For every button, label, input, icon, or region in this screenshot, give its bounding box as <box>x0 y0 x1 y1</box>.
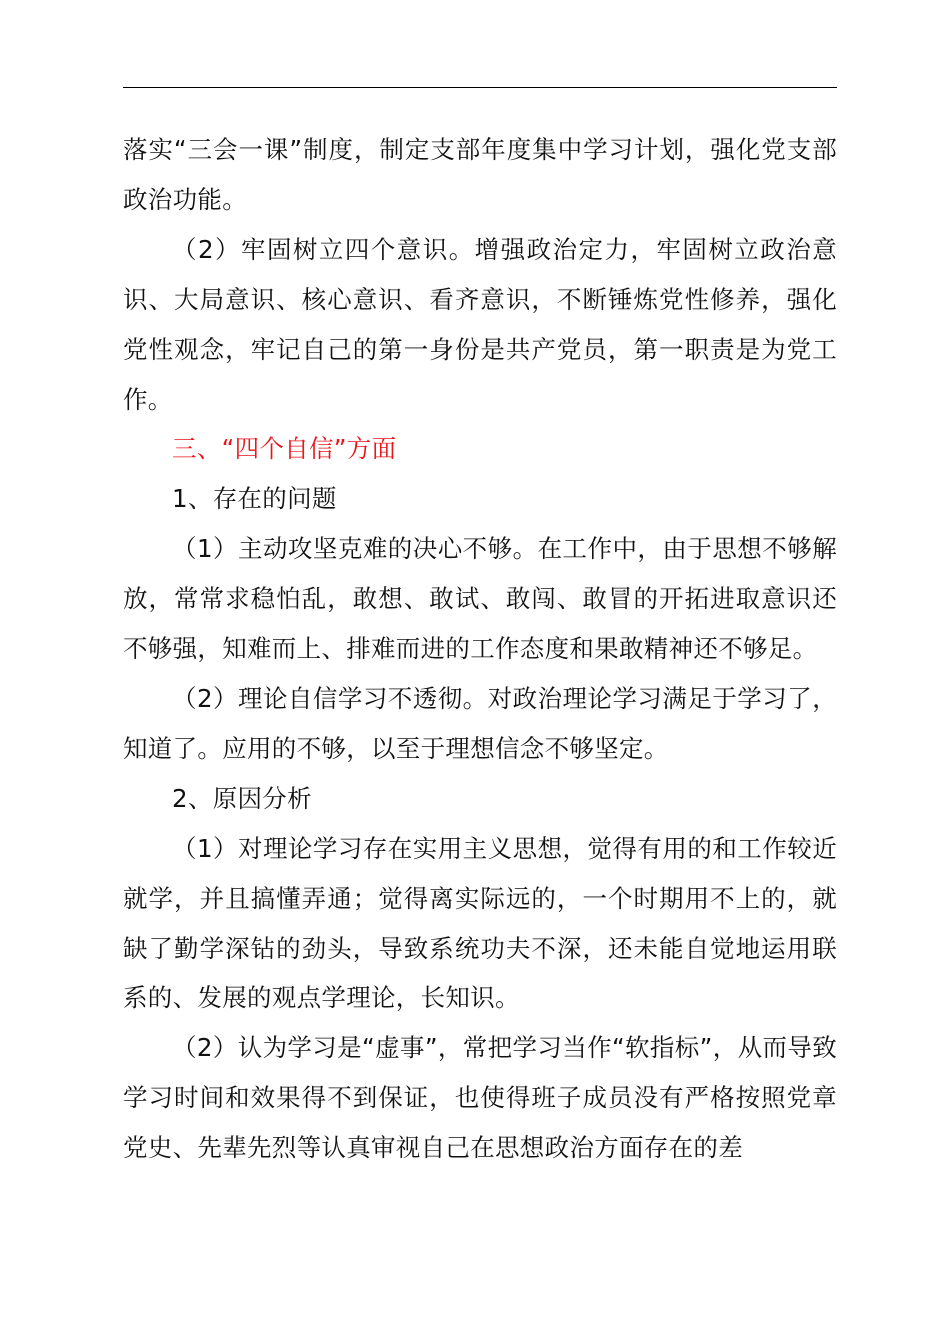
paragraph-cause-1: （1）对理论学习存在实用主义思想，觉得有用的和工作较近就学，并且搞懂弄通；觉得离实际远的，一个时期用不上的，就缺了勤学深钻的劲头，导致系统功夫不深，还未能自觉地运用联系的、发展的观点学理论，长知识。 <box>123 833 837 1013</box>
paragraph-cause-2: （2）认为学习是“虚事”，常把学习当作“软指标”，从而导致学习时间和效果得不到保证，也使得班子成员没有严格按照党章党史、先辈先烈等认真审视自己在思想政治方面存在的差 <box>123 1033 837 1163</box>
paragraph-sanhui-yike: 落实“三会一课”制度，制定支部年度集中学习计划，强化党支部政治功能。 <box>123 135 837 214</box>
document-body <box>123 125 837 1173</box>
header-rule <box>123 87 837 88</box>
subheading-cause-analysis: 2、原因分析 <box>172 783 312 813</box>
paragraph-problem-2: （2）理论自信学习不透彻。对政治理论学习满足于学习了，知道了。应用的不够，以至于理想信念不够坚定。 <box>123 683 837 763</box>
section-heading-four-confidences: 三、“四个自信”方面 <box>172 434 397 464</box>
subheading-existing-problems: 1、存在的问题 <box>172 484 337 514</box>
paragraph-problem-1: （1）主动攻坚克难的决心不够。在工作中，由于思想不够解放，常常求稳怕乱，敢想、敢试、敢闯、敢冒的开拓进取意识还不够强，知难而上、排难而进的工作态度和果敢精神还不够足。 <box>123 534 837 664</box>
paragraph-four-consciousness: （2）牢固树立四个意识。增强政治定力，牢固树立政治意识、大局意识、核心意识、看齐意识，不断锤炼党性修养，强化党性观念，牢记自己的第一身份是共产党员，第一职责是为党工作。 <box>123 234 837 414</box>
